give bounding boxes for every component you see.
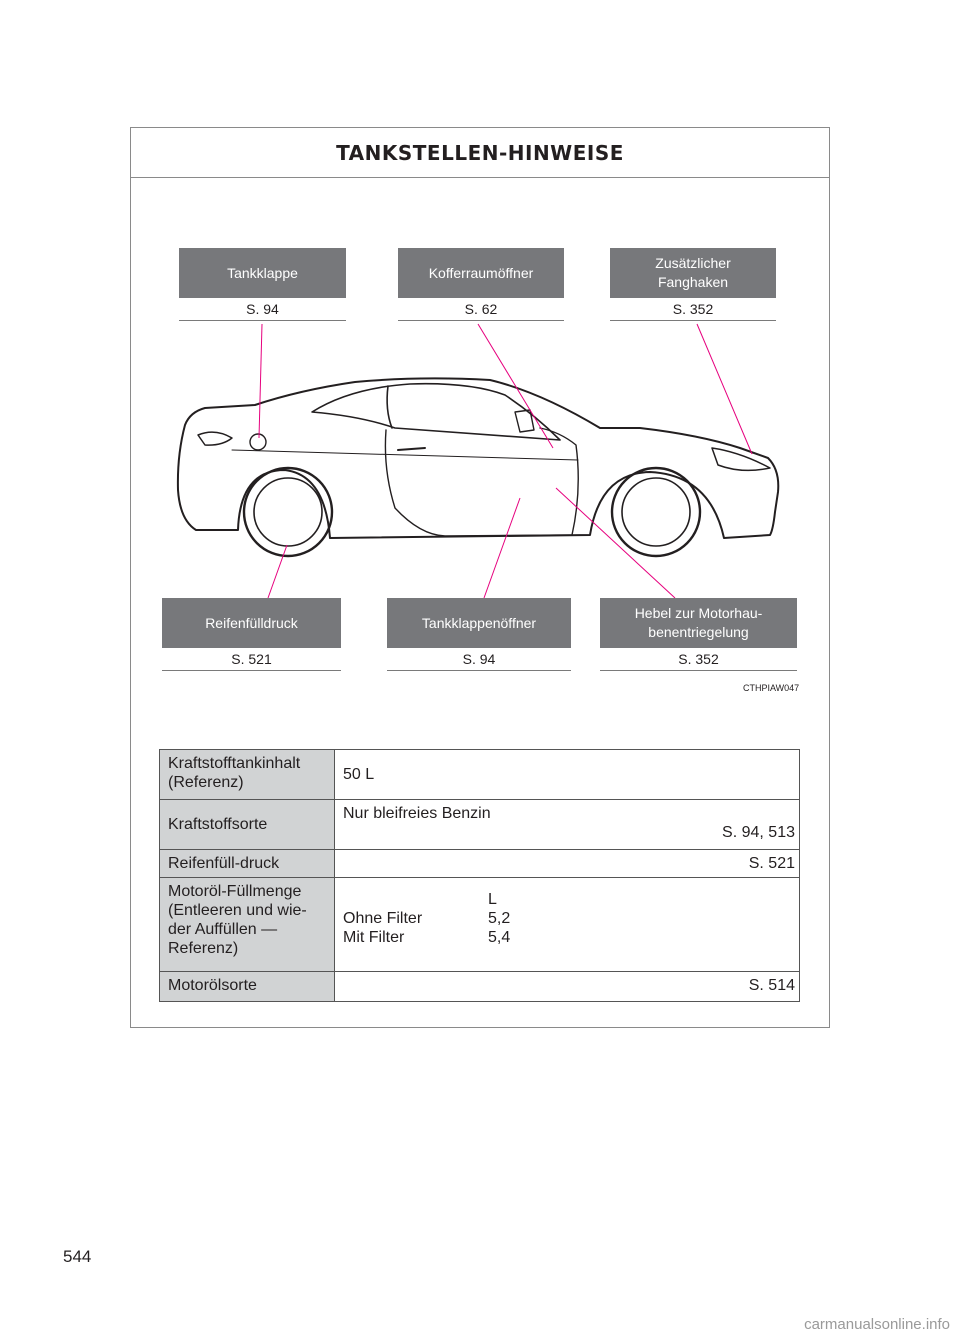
figure-code: CTHPIAW047 [743, 683, 800, 693]
leader-tankklappenoeffner [484, 498, 520, 598]
row-value: 50 L [335, 750, 800, 800]
oil-option-value: 5,2 [488, 910, 511, 927]
callout-ref: S. 352 [600, 648, 797, 671]
leader-fanghaken [697, 324, 752, 454]
front-wheel-outer [612, 468, 700, 556]
fuel-type-text: Nur bleifreies Benzin [343, 805, 491, 822]
car-rear-light [198, 432, 232, 445]
car-body-outline [178, 378, 778, 538]
row-value: S. 514 [335, 972, 800, 1002]
leader-kofferraum [478, 324, 553, 448]
table-row [160, 850, 800, 878]
car-door-handle [398, 448, 425, 450]
oil-capacity-grid [343, 890, 795, 947]
oil-option-label: Mit Filter [343, 929, 405, 946]
callout-box [600, 598, 797, 648]
row-value [335, 800, 800, 850]
callout-hebel [600, 598, 797, 671]
fuel-cap [250, 434, 266, 450]
callout-ref: S. 521 [162, 648, 341, 671]
callout-fanghaken [610, 248, 776, 321]
callout-box [610, 248, 776, 298]
row-value: S. 521 [335, 850, 800, 878]
callout-label: Zusätzlicher Fanghaken [655, 255, 731, 290]
callout-tankklappenoeffner [387, 598, 571, 671]
row-key: Motoröl-Füllmenge (Entleeren und wie- der Auffüllen — Referenz) [160, 878, 335, 972]
callout-label: Hebel zur Motorhau- benentriegelung [634, 605, 763, 640]
car-b-pillar [387, 386, 392, 428]
car-side-line [232, 450, 578, 460]
section-title: TANKSTELLEN-HINWEISE [336, 140, 624, 165]
callout-box [162, 598, 341, 648]
callout-reifen [162, 598, 341, 671]
callout-ref: S. 62 [398, 298, 564, 321]
car-door-outline [385, 428, 578, 536]
row-key: Kraftstofftankinhalt (Referenz) [160, 750, 335, 800]
table-row [160, 878, 800, 972]
row-key: Reifenfüll-druck [160, 850, 335, 878]
leader-tankklappe [259, 324, 262, 438]
oil-option-value: 5,4 [488, 929, 511, 946]
callout-tankklappe [179, 248, 346, 321]
rear-wheel-inner [254, 478, 322, 546]
callout-label: Kofferraumöffner [428, 264, 534, 281]
callout-box [398, 248, 564, 298]
callout-label: Reifenfülldruck [205, 614, 298, 631]
car-headlight [712, 448, 770, 470]
table-row [160, 972, 800, 1002]
callout-ref: S. 352 [610, 298, 776, 321]
table-row [160, 800, 800, 850]
row-key: Motorölsorte [160, 972, 335, 1002]
watermark: carmanualsonline.info [804, 1316, 950, 1333]
callout-box [179, 248, 346, 298]
leader-hebel [556, 488, 675, 598]
row-value [335, 878, 800, 972]
page-reference: S. 94, 513 [722, 824, 795, 841]
car-mirror [515, 410, 534, 432]
page-number: 544 [63, 1247, 92, 1266]
rear-wheel-outer [244, 468, 332, 556]
callout-label: Tankklappenöffner [421, 614, 537, 631]
callout-ref: S. 94 [179, 298, 346, 321]
callout-kofferraum [398, 248, 564, 321]
oil-option-label: Ohne Filter [343, 910, 423, 927]
callout-box [387, 598, 571, 648]
oil-unit: L [488, 891, 497, 908]
fuel-spec-table [159, 749, 800, 1002]
table-row [160, 750, 800, 800]
front-wheel-inner [622, 478, 690, 546]
row-key: Kraftstoffsorte [160, 800, 335, 850]
callout-label: Tankklappe [227, 264, 298, 281]
callout-ref: S. 94 [387, 648, 571, 671]
